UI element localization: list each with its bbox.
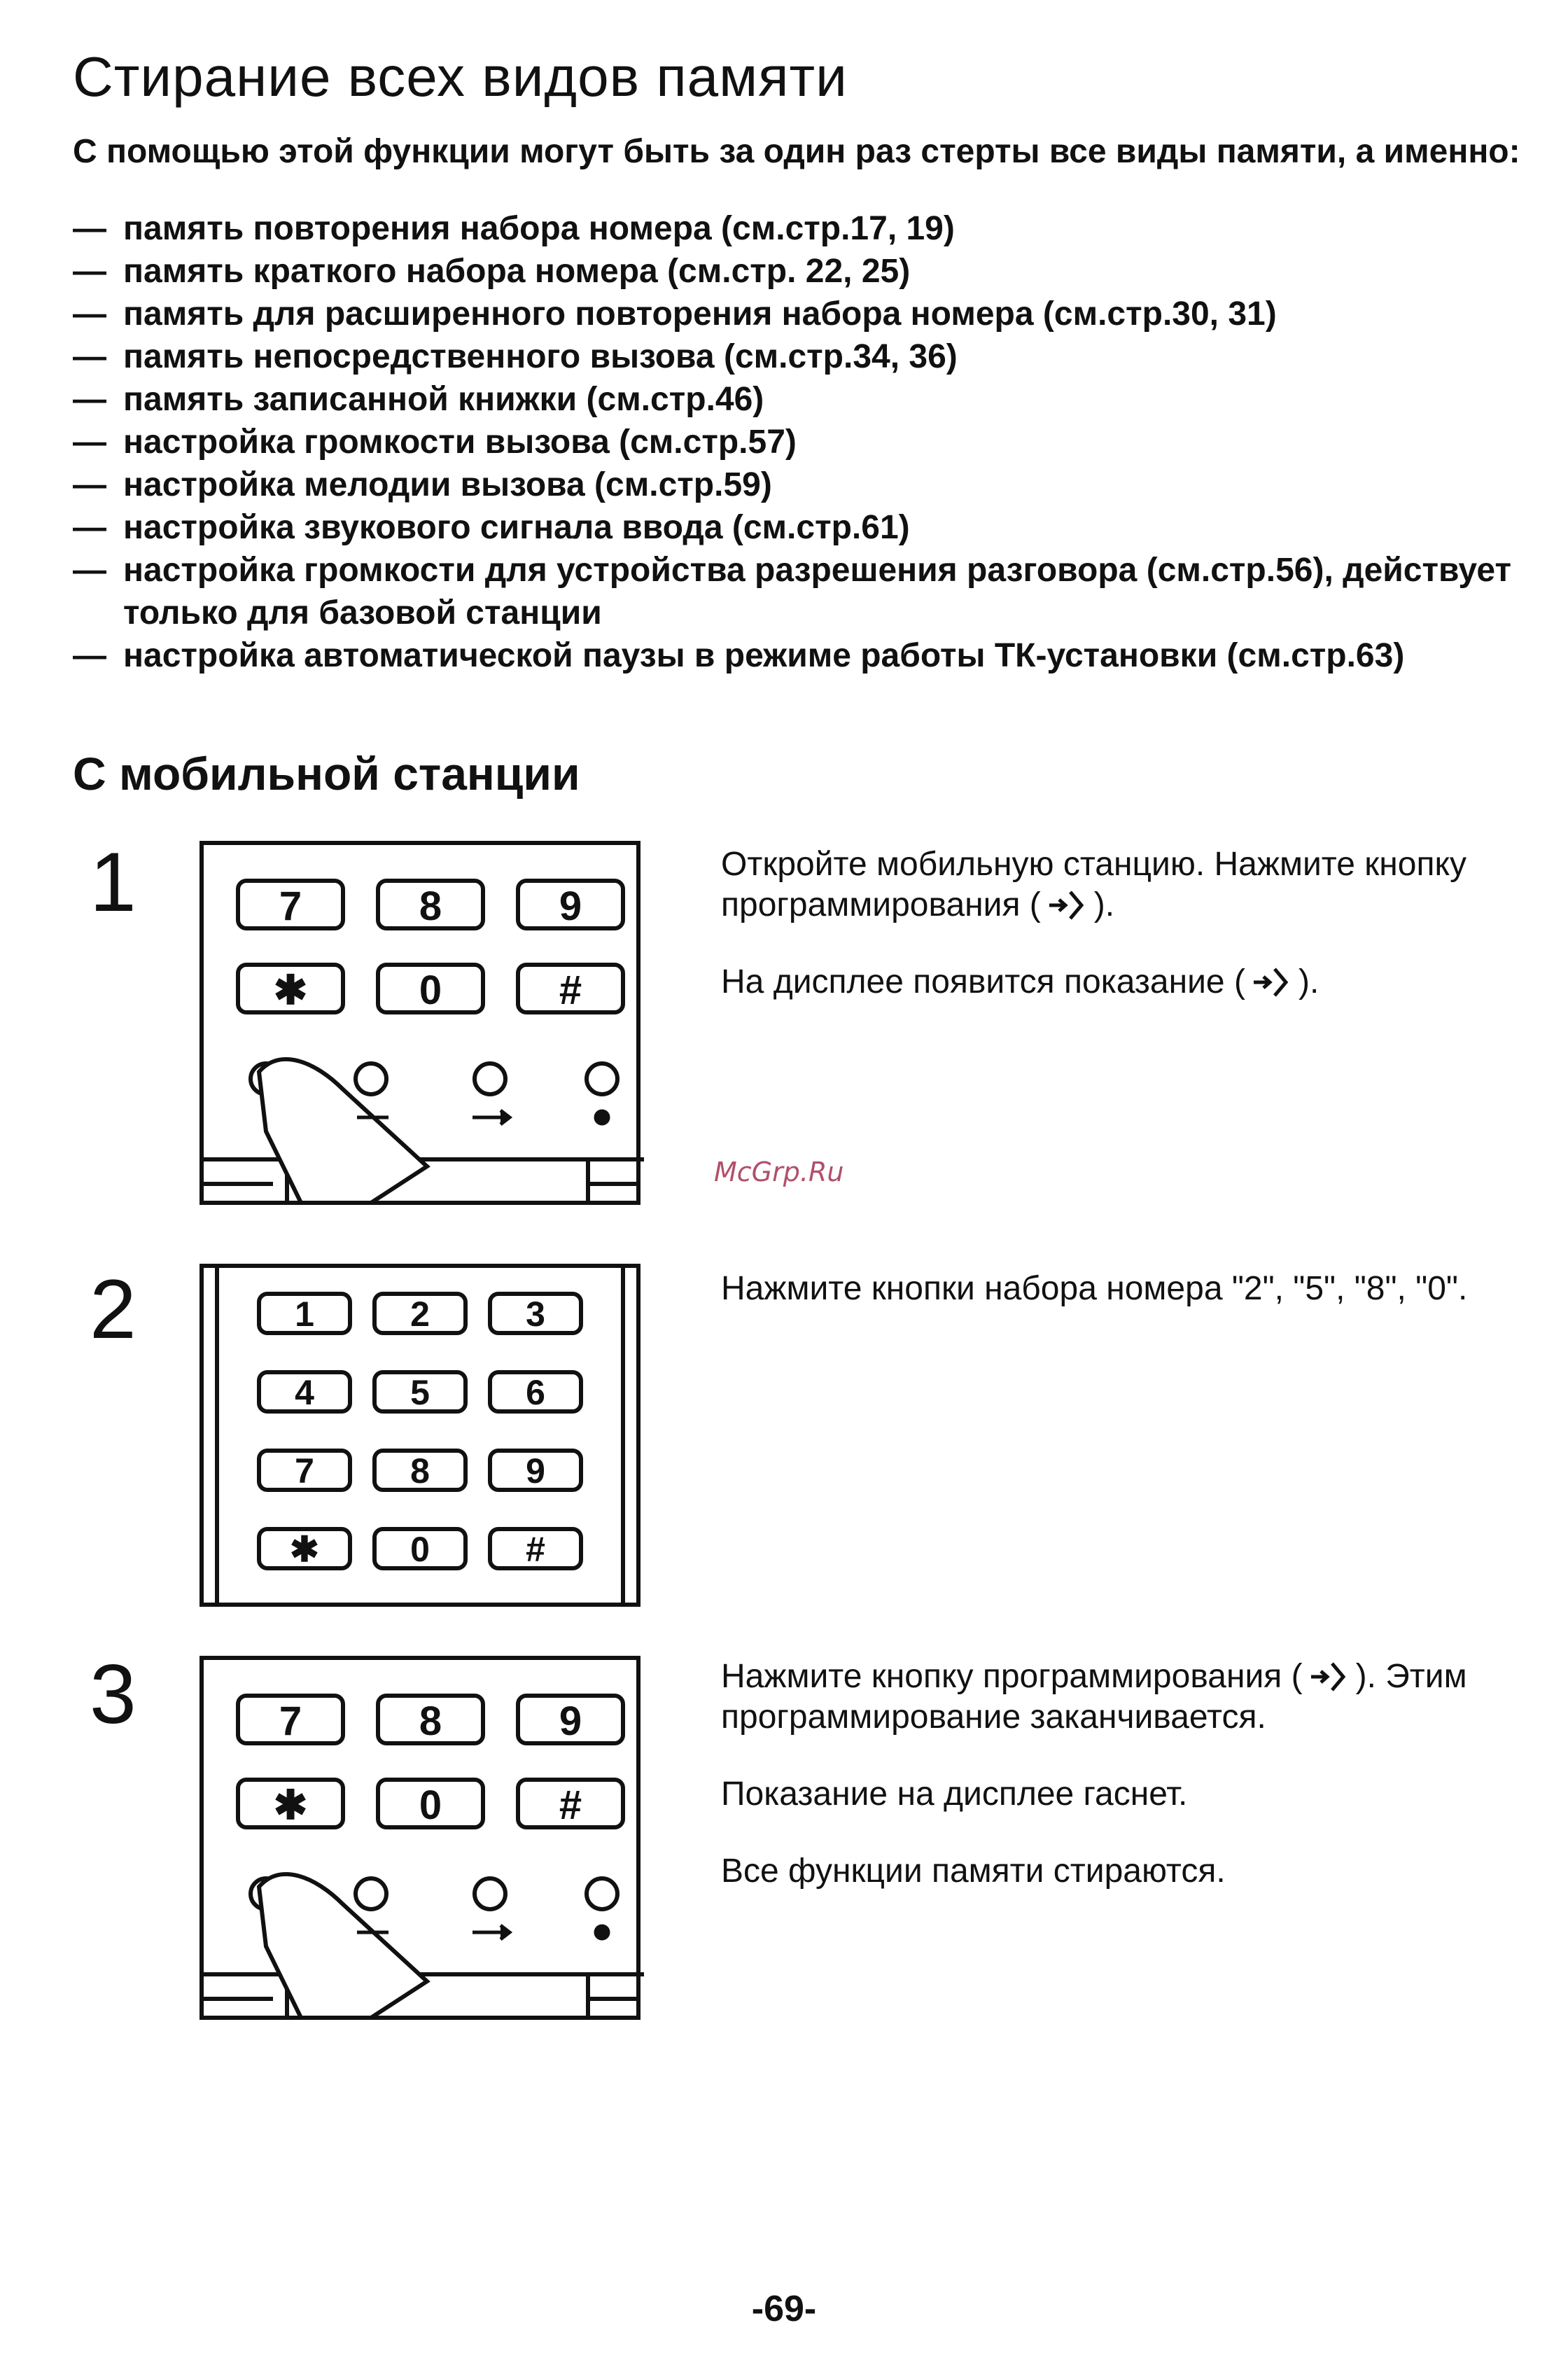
memory-list bbox=[73, 207, 1529, 677]
list-item: — память краткого набора номера (см.стр. 22, 25) bbox=[73, 250, 1529, 293]
round-button bbox=[475, 1063, 505, 1094]
page-title: Стирание всех видов памяти bbox=[73, 46, 848, 108]
dash: — bbox=[73, 253, 106, 290]
key-label: ✱ bbox=[290, 1530, 319, 1569]
step-3-line-2: Показание на дисплее гаснет. bbox=[721, 1776, 1188, 1813]
key-label: 6 bbox=[526, 1373, 545, 1412]
list-item: — настройка автоматической паузы в режиме работы ТК-установки (см.стр.63) bbox=[73, 634, 1529, 677]
handset-keypad-illustration bbox=[196, 837, 644, 1208]
page-number: -69- bbox=[751, 2289, 817, 2329]
list-item: — настройка громкости для устройства разрешения разговора (см.стр.56), действует только для базовой станции bbox=[73, 549, 1529, 634]
key-label: 4 bbox=[295, 1373, 314, 1412]
pressing-finger-icon bbox=[259, 1874, 427, 2018]
list-item: — настройка громкости вызова (см.стр.57) bbox=[73, 421, 1529, 463]
key-label: 8 bbox=[410, 1451, 430, 1491]
key-label: 1 bbox=[295, 1295, 314, 1334]
handset-keypad-illustration bbox=[196, 1652, 644, 2023]
key-label: 8 bbox=[419, 1698, 442, 1744]
key-label: 0 bbox=[419, 968, 442, 1013]
program-key-icon bbox=[1251, 965, 1293, 1000]
key-label: # bbox=[559, 1783, 582, 1828]
key-label: 5 bbox=[410, 1373, 430, 1412]
step-3-line-1: Нажмите кнопку программирования ( ). Этим программирование заканчивается. bbox=[721, 1658, 1467, 1736]
key-label: 7 bbox=[279, 884, 302, 929]
key-label: 7 bbox=[279, 1698, 302, 1744]
intro-paragraph: С помощью этой функции могут быть за один раз стерты все виды памяти, а именно: bbox=[73, 133, 1520, 170]
program-key-icon bbox=[1308, 1659, 1350, 1694]
key-label: ✱ bbox=[273, 968, 308, 1013]
key-label: ✱ bbox=[273, 1783, 308, 1828]
step-1-line-2: На дисплее появится показание ( ). bbox=[721, 963, 1320, 1000]
list-item: — настройка мелодии вызова (см.стр.59) bbox=[73, 463, 1529, 506]
round-button bbox=[587, 1063, 617, 1094]
step-number: 1 bbox=[90, 835, 136, 929]
key-label: 9 bbox=[559, 884, 582, 929]
key-label: 2 bbox=[410, 1295, 430, 1334]
step-2-text bbox=[721, 1269, 1540, 1346]
dash: — bbox=[73, 637, 106, 674]
key-label: 9 bbox=[526, 1451, 545, 1491]
dash: — bbox=[73, 509, 106, 546]
list-item: — память повторения набора номера (см.стр.17, 19) bbox=[73, 207, 1529, 250]
dash: — bbox=[73, 552, 106, 589]
key-label: 3 bbox=[526, 1295, 545, 1334]
list-item: — память непосредственного вызова (см.стр.34, 36) bbox=[73, 335, 1529, 378]
arrow-symbol-icon bbox=[472, 1925, 510, 1939]
arrow-symbol-icon bbox=[472, 1110, 510, 1124]
step-1-line-1: Откройте мобильную станцию. Нажмите кнопку программирования ( ). bbox=[721, 846, 1466, 923]
key-label: 0 bbox=[410, 1530, 430, 1569]
watermark: McGrp.Ru bbox=[714, 1157, 844, 1187]
key-label: # bbox=[559, 968, 582, 1013]
step-2-line-1: Нажмите кнопки набора номера "2", "5", "8", "0". bbox=[721, 1270, 1468, 1307]
dash: — bbox=[73, 210, 106, 247]
dash: — bbox=[73, 424, 106, 461]
round-button bbox=[356, 1063, 386, 1094]
step-3-text bbox=[721, 1656, 1540, 1928]
full-keypad-illustration bbox=[196, 1260, 644, 1610]
program-key-icon bbox=[1046, 888, 1088, 923]
dash: — bbox=[73, 466, 106, 503]
step-number: 3 bbox=[90, 1647, 136, 1741]
step-number: 2 bbox=[90, 1262, 136, 1356]
key-label: 7 bbox=[295, 1451, 314, 1491]
key-label: 8 bbox=[419, 884, 442, 929]
list-item: — память для расширенного повторения набора номера (см.стр.30, 31) bbox=[73, 293, 1529, 335]
dot-symbol-icon bbox=[596, 1926, 608, 1939]
key-label: # bbox=[526, 1530, 545, 1569]
list-item: — настройка звукового сигнала ввода (см.стр.61) bbox=[73, 506, 1529, 549]
list-item: — память записанной книжки (см.стр.46) bbox=[73, 378, 1529, 421]
key-label: 0 bbox=[419, 1783, 442, 1828]
key-label: 9 bbox=[559, 1698, 582, 1744]
dash: — bbox=[73, 338, 106, 375]
step-3-line-3: Все функции памяти стираются. bbox=[721, 1853, 1226, 1890]
pressing-finger-icon bbox=[259, 1059, 427, 1203]
section-title: С мобильной станции bbox=[73, 748, 580, 800]
dash: — bbox=[73, 381, 106, 418]
step-1-text bbox=[721, 844, 1540, 1039]
dash: — bbox=[73, 295, 106, 333]
dot-symbol-icon bbox=[596, 1111, 608, 1124]
